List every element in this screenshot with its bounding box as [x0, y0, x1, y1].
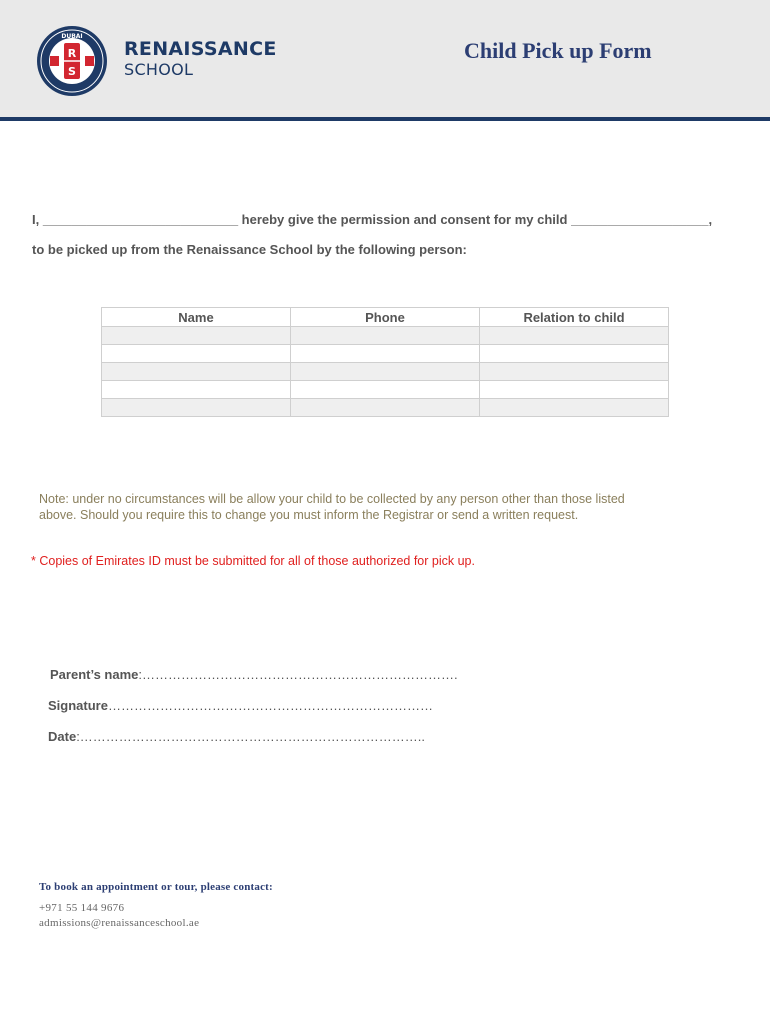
phone-cell[interactable] — [291, 327, 480, 345]
parent-name-field[interactable] — [50, 667, 458, 682]
date-label: Date — [48, 729, 77, 744]
phone-cell[interactable] — [291, 399, 480, 417]
column-header-relation: Relation to child — [480, 308, 669, 327]
date-dots: :…………………………………………………………………….. — [76, 729, 426, 744]
name-cell[interactable] — [102, 345, 291, 363]
school-brand-name: RENAISSANCE — [124, 38, 277, 60]
consent-statement-line2: to be picked up from the Renaissance School by the following person: — [32, 242, 467, 257]
relation-cell[interactable] — [480, 381, 669, 399]
svg-text:R: R — [67, 47, 77, 60]
svg-text:S: S — [68, 65, 76, 78]
phone-cell[interactable] — [291, 363, 480, 381]
page-header — [0, 0, 770, 118]
relation-cell[interactable] — [480, 399, 669, 417]
emirates-id-requirement: * Copies of Emirates ID must be submitted for all of those authorized for pick up. — [31, 554, 475, 568]
form-title: Child Pick up Form — [464, 38, 652, 63]
date-field[interactable] — [48, 729, 425, 744]
signature-label: Signature — [48, 698, 108, 713]
relation-cell[interactable] — [480, 363, 669, 381]
svg-text:DUBAI: DUBAI — [61, 33, 83, 40]
relation-cell[interactable] — [480, 345, 669, 363]
name-cell[interactable] — [102, 363, 291, 381]
phone-cell[interactable] — [291, 345, 480, 363]
relation-cell[interactable] — [480, 327, 669, 345]
table-row — [102, 381, 669, 399]
header-divider — [0, 117, 770, 121]
school-brand-subname: SCHOOL — [124, 60, 194, 79]
name-cell[interactable] — [102, 399, 291, 417]
contact-phone: +971 55 144 9676 — [39, 902, 125, 914]
name-cell[interactable] — [102, 381, 291, 399]
signature-field[interactable] — [48, 698, 433, 713]
table-row — [102, 363, 669, 381]
parent-name-dots: :………………………………………………………………. — [138, 667, 458, 682]
parent-name-label: Parent’s name — [50, 667, 139, 682]
column-header-phone: Phone — [291, 308, 480, 327]
phone-cell[interactable] — [291, 381, 480, 399]
school-logo-seal — [36, 25, 108, 97]
contact-email: admissions@renaissanceschool.ae — [39, 917, 200, 929]
authorized-pickup-table — [101, 307, 669, 417]
contact-heading: To book an appointment or tour, please contact: — [39, 881, 273, 893]
table-row — [102, 327, 669, 345]
table-row — [102, 345, 669, 363]
table-row — [102, 399, 669, 417]
pickup-policy-note: Note: under no circumstances will be allow your child to be collected by any person other than those listed above. Should you require this to change you must inform the Registrar or send a written request. — [39, 492, 625, 522]
signature-dots: ………………………………………………………………… — [107, 698, 433, 713]
name-cell[interactable] — [102, 327, 291, 345]
column-header-name: Name — [102, 308, 291, 327]
consent-statement-line1: I, ___________________________ hereby give the permission and consent for my child ___________________, — [32, 212, 713, 227]
